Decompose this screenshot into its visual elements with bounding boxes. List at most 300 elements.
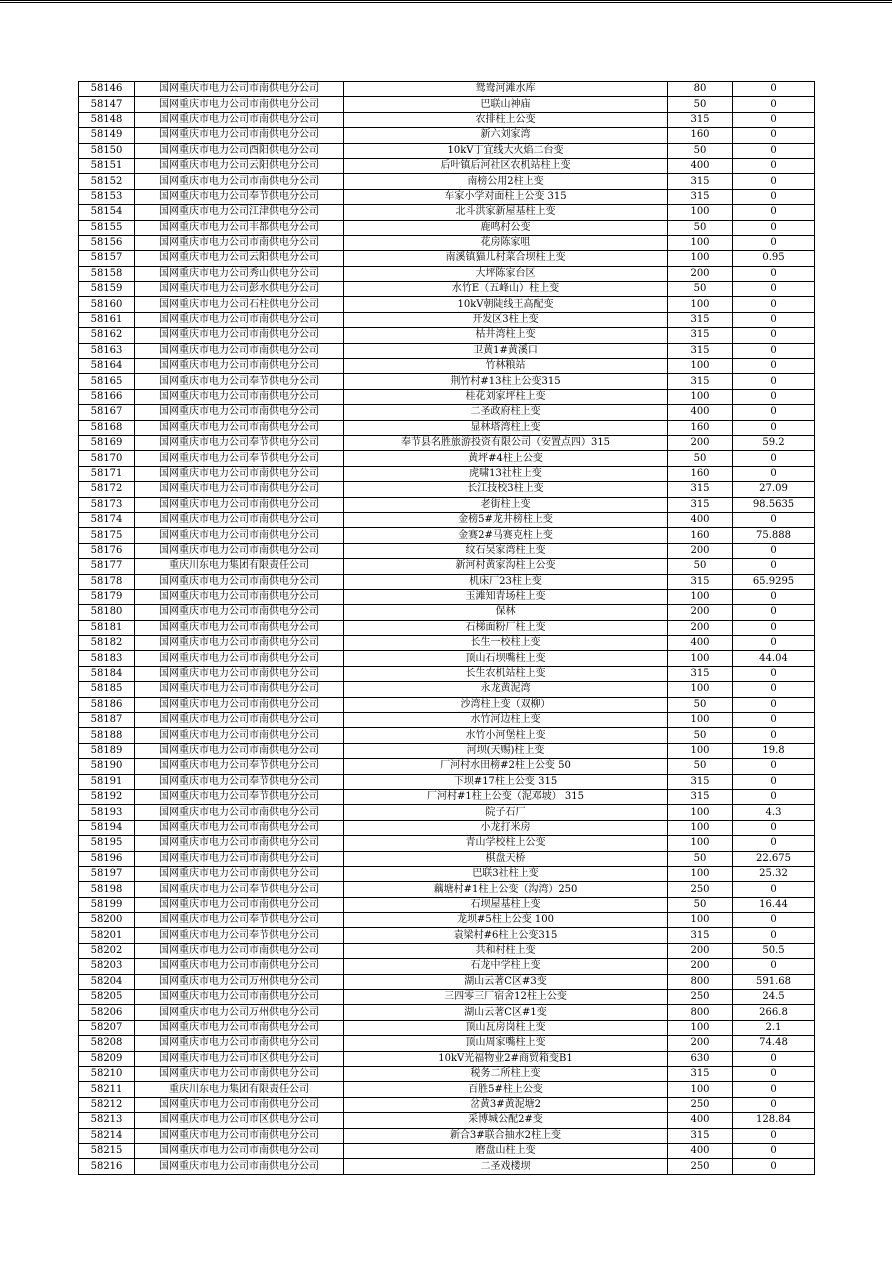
serial-number-cell: 58186 — [79, 697, 135, 712]
company-cell: 国网重庆市电力公司奉节供电分公司 — [135, 789, 344, 804]
serial-number-cell: 58161 — [79, 312, 135, 327]
value-cell: 0 — [733, 636, 815, 651]
value-cell: 0 — [733, 266, 815, 281]
serial-number-cell: 58175 — [79, 528, 135, 543]
company-cell: 国网重庆市电力公司秀山供电分公司 — [135, 266, 344, 281]
table-row — [79, 389, 815, 404]
serial-number-cell: 58196 — [79, 851, 135, 866]
station-name-cell: 三四零三厂宿舍12柱上公变 — [344, 990, 668, 1005]
value-cell: 44.04 — [733, 651, 815, 666]
serial-number-cell: 58164 — [79, 359, 135, 374]
company-cell: 国网重庆市电力公司市南供电分公司 — [135, 328, 344, 343]
serial-number-cell: 58188 — [79, 728, 135, 743]
capacity-cell: 800 — [668, 1005, 733, 1020]
serial-number-cell: 58167 — [79, 405, 135, 420]
station-name-cell: 岔黄3#黄泥塘2 — [344, 1097, 668, 1112]
company-cell: 国网重庆市电力公司奉节供电分公司 — [135, 882, 344, 897]
serial-number-cell: 58180 — [79, 605, 135, 620]
station-name-cell: 农排柱上公变 — [344, 112, 668, 127]
station-name-cell: 开发区3柱上变 — [344, 312, 668, 327]
value-cell: 0 — [733, 697, 815, 712]
table-row — [79, 543, 815, 558]
value-cell: 0 — [733, 405, 815, 420]
company-cell: 重庆川东电力集团有限责任公司 — [135, 1082, 344, 1097]
serial-number-cell: 58172 — [79, 482, 135, 497]
company-cell: 国网重庆市电力公司石柱供电分公司 — [135, 297, 344, 312]
capacity-cell: 250 — [668, 1159, 733, 1174]
station-name-cell: 厂河村#1柱上公变（泥邓坡） 315 — [344, 789, 668, 804]
station-name-cell: 长生一校柱上变 — [344, 636, 668, 651]
company-cell: 国网重庆市电力公司市南供电分公司 — [135, 420, 344, 435]
company-cell: 国网重庆市电力公司市南供电分公司 — [135, 528, 344, 543]
capacity-cell: 315 — [668, 343, 733, 358]
company-cell: 国网重庆市电力公司万州供电分公司 — [135, 974, 344, 989]
company-cell: 国网重庆市电力公司市南供电分公司 — [135, 620, 344, 635]
value-cell: 0 — [733, 820, 815, 835]
value-cell: 0 — [733, 774, 815, 789]
table-row — [79, 482, 815, 497]
company-cell: 国网重庆市电力公司奉节供电分公司 — [135, 928, 344, 943]
capacity-cell: 100 — [668, 235, 733, 250]
company-cell: 国网重庆市电力公司市南供电分公司 — [135, 482, 344, 497]
company-cell: 国网重庆市电力公司市南供电分公司 — [135, 343, 344, 358]
station-name-cell: 卫黄1#黄溪口 — [344, 343, 668, 358]
serial-number-cell: 58146 — [79, 82, 135, 97]
capacity-cell: 100 — [668, 251, 733, 266]
table-row — [79, 789, 815, 804]
station-name-cell: 沙湾柱上变（双柳） — [344, 697, 668, 712]
station-name-cell: 虎啸13社柱上变 — [344, 466, 668, 481]
station-name-cell: 南榜公用2柱上变 — [344, 174, 668, 189]
capacity-cell: 400 — [668, 1143, 733, 1158]
value-cell: 591.68 — [733, 974, 815, 989]
table-row — [79, 1020, 815, 1035]
serial-number-cell: 58157 — [79, 251, 135, 266]
table-row — [79, 713, 815, 728]
station-name-cell: 北斗洪家新屋基柱上变 — [344, 205, 668, 220]
company-cell: 国网重庆市电力公司奉节供电分公司 — [135, 759, 344, 774]
capacity-cell: 50 — [668, 143, 733, 158]
station-name-cell: 顶山石坝嘴柱上变 — [344, 651, 668, 666]
table-row — [79, 128, 815, 143]
company-cell: 国网重庆市电力公司市南供电分公司 — [135, 805, 344, 820]
serial-number-cell: 58184 — [79, 666, 135, 681]
company-cell: 国网重庆市电力公司市南供电分公司 — [135, 112, 344, 127]
serial-number-cell: 58149 — [79, 128, 135, 143]
table-row — [79, 220, 815, 235]
serial-number-cell: 58152 — [79, 174, 135, 189]
station-name-cell: 二圣政府柱上变 — [344, 405, 668, 420]
serial-number-cell: 58178 — [79, 574, 135, 589]
capacity-cell: 50 — [668, 728, 733, 743]
table-row — [79, 589, 815, 604]
table-row — [79, 1005, 815, 1020]
serial-number-cell: 58200 — [79, 913, 135, 928]
value-cell: 0 — [733, 882, 815, 897]
table-row — [79, 620, 815, 635]
station-name-cell: 院子石厂 — [344, 805, 668, 820]
value-cell: 98.5635 — [733, 497, 815, 512]
company-cell: 国网重庆市电力公司市南供电分公司 — [135, 636, 344, 651]
value-cell: 0 — [733, 928, 815, 943]
capacity-cell: 315 — [668, 774, 733, 789]
capacity-cell: 200 — [668, 266, 733, 281]
table-row — [79, 251, 815, 266]
company-cell: 国网重庆市电力公司市南供电分公司 — [135, 1020, 344, 1035]
serial-number-cell: 58182 — [79, 636, 135, 651]
company-cell: 国网重庆市电力公司市南供电分公司 — [135, 512, 344, 527]
table-row — [79, 1036, 815, 1051]
value-cell: 0 — [733, 959, 815, 974]
value-cell: 0 — [733, 620, 815, 635]
capacity-cell: 250 — [668, 1097, 733, 1112]
company-cell: 国网重庆市电力公司万州供电分公司 — [135, 1005, 344, 1020]
capacity-cell: 400 — [668, 636, 733, 651]
company-cell: 国网重庆市电力公司市南供电分公司 — [135, 1159, 344, 1174]
value-cell: 19.8 — [733, 743, 815, 758]
capacity-cell: 400 — [668, 158, 733, 173]
station-name-cell: 金榜5#龙井榜柱上变 — [344, 512, 668, 527]
serial-number-cell: 58192 — [79, 789, 135, 804]
capacity-cell: 100 — [668, 713, 733, 728]
company-cell: 国网重庆市电力公司市南供电分公司 — [135, 466, 344, 481]
value-cell: 0 — [733, 143, 815, 158]
table-row — [79, 605, 815, 620]
station-name-cell: 二圣戏楼坝 — [344, 1159, 668, 1174]
company-cell: 国网重庆市电力公司市南供电分公司 — [135, 943, 344, 958]
serial-number-cell: 58179 — [79, 589, 135, 604]
station-name-cell: 石龙中学柱上变 — [344, 959, 668, 974]
serial-number-cell: 58216 — [79, 1159, 135, 1174]
value-cell: 75.888 — [733, 528, 815, 543]
serial-number-cell: 58207 — [79, 1020, 135, 1035]
station-name-cell: 长生农机站柱上变 — [344, 666, 668, 681]
capacity-cell: 100 — [668, 866, 733, 881]
capacity-cell: 50 — [668, 97, 733, 112]
company-cell: 国网重庆市电力公司市南供电分公司 — [135, 359, 344, 374]
serial-number-cell: 58176 — [79, 543, 135, 558]
capacity-cell: 50 — [668, 451, 733, 466]
station-name-cell: 石梯面粉厂柱上变 — [344, 620, 668, 635]
value-cell: 0 — [733, 682, 815, 697]
table-row — [79, 805, 815, 820]
company-cell: 国网重庆市电力公司奉节供电分公司 — [135, 189, 344, 204]
capacity-cell: 315 — [668, 497, 733, 512]
serial-number-cell: 58195 — [79, 836, 135, 851]
capacity-cell: 50 — [668, 559, 733, 574]
transformer-capacity-table — [78, 81, 815, 1175]
table-body — [79, 82, 815, 1175]
table-row — [79, 636, 815, 651]
capacity-cell: 315 — [668, 928, 733, 943]
serial-number-cell: 58171 — [79, 466, 135, 481]
company-cell: 国网重庆市电力公司市南供电分公司 — [135, 574, 344, 589]
table-row — [79, 1143, 815, 1158]
capacity-cell: 315 — [668, 1067, 733, 1082]
company-cell: 国网重庆市电力公司市南供电分公司 — [135, 990, 344, 1005]
capacity-cell: 50 — [668, 697, 733, 712]
station-name-cell: 顶山瓦房岗柱上变 — [344, 1020, 668, 1035]
capacity-cell: 100 — [668, 651, 733, 666]
serial-number-cell: 58197 — [79, 866, 135, 881]
station-name-cell: 南溪镇猫儿村菜合坝柱上变 — [344, 251, 668, 266]
table-row — [79, 882, 815, 897]
station-name-cell: 顶山周家嘴柱上变 — [344, 1036, 668, 1051]
serial-number-cell: 58199 — [79, 897, 135, 912]
value-cell: 0 — [733, 543, 815, 558]
capacity-cell: 315 — [668, 574, 733, 589]
serial-number-cell: 58185 — [79, 682, 135, 697]
table-row — [79, 312, 815, 327]
table-row — [79, 82, 815, 97]
value-cell: 0 — [733, 1051, 815, 1066]
station-name-cell: 龙坝#5柱上公变 100 — [344, 913, 668, 928]
value-cell: 0 — [733, 312, 815, 327]
value-cell: 0 — [733, 112, 815, 127]
table-row — [79, 1128, 815, 1143]
top-border-line — [0, 0, 892, 1]
station-name-cell: 青山学校柱上公变 — [344, 836, 668, 851]
capacity-cell: 400 — [668, 1113, 733, 1128]
value-cell: 0 — [733, 420, 815, 435]
value-cell: 0 — [733, 789, 815, 804]
table-row — [79, 697, 815, 712]
station-name-cell: 竹林粮站 — [344, 359, 668, 374]
value-cell: 0 — [733, 128, 815, 143]
serial-number-cell: 58194 — [79, 820, 135, 835]
company-cell: 国网重庆市电力公司市南供电分公司 — [135, 174, 344, 189]
table-row — [79, 1067, 815, 1082]
capacity-cell: 100 — [668, 389, 733, 404]
station-name-cell: 棋盘天桥 — [344, 851, 668, 866]
table-row — [79, 359, 815, 374]
table-row — [79, 943, 815, 958]
value-cell: 0 — [733, 174, 815, 189]
serial-number-cell: 58177 — [79, 559, 135, 574]
value-cell: 65.9295 — [733, 574, 815, 589]
company-cell: 国网重庆市电力公司市南供电分公司 — [135, 897, 344, 912]
company-cell: 国网重庆市电力公司奉节供电分公司 — [135, 774, 344, 789]
capacity-cell: 50 — [668, 759, 733, 774]
capacity-cell: 100 — [668, 589, 733, 604]
table-row — [79, 651, 815, 666]
serial-number-cell: 58151 — [79, 158, 135, 173]
value-cell: 0 — [733, 374, 815, 389]
serial-number-cell: 58215 — [79, 1143, 135, 1158]
table-row — [79, 1082, 815, 1097]
capacity-cell: 200 — [668, 620, 733, 635]
station-name-cell: 机床厂23柱上变 — [344, 574, 668, 589]
company-cell: 国网重庆市电力公司市南供电分公司 — [135, 820, 344, 835]
table-row — [79, 866, 815, 881]
company-cell: 国网重庆市电力公司江津供电分公司 — [135, 205, 344, 220]
serial-number-cell: 58198 — [79, 882, 135, 897]
serial-number-cell: 58201 — [79, 928, 135, 943]
table-row — [79, 205, 815, 220]
station-name-cell: 鸳鸯河滩水库 — [344, 82, 668, 97]
table-row — [79, 266, 815, 281]
value-cell: 59.2 — [733, 435, 815, 450]
table-row — [79, 1097, 815, 1112]
capacity-cell: 100 — [668, 743, 733, 758]
table-row — [79, 158, 815, 173]
capacity-cell: 50 — [668, 220, 733, 235]
serial-number-cell: 58148 — [79, 112, 135, 127]
company-cell: 国网重庆市电力公司市南供电分公司 — [135, 666, 344, 681]
capacity-cell: 315 — [668, 189, 733, 204]
value-cell: 74.48 — [733, 1036, 815, 1051]
station-name-cell: 新河村黄家沟柱上公变 — [344, 559, 668, 574]
value-cell: 0 — [733, 1067, 815, 1082]
station-name-cell: 水竹河边柱上变 — [344, 713, 668, 728]
value-cell: 0 — [733, 1143, 815, 1158]
station-name-cell: 税务二所柱上变 — [344, 1067, 668, 1082]
capacity-cell: 50 — [668, 851, 733, 866]
capacity-cell: 200 — [668, 605, 733, 620]
station-name-cell: 显林塔湾柱上变 — [344, 420, 668, 435]
station-name-cell: 湖山云著C区#3变 — [344, 974, 668, 989]
serial-number-cell: 58211 — [79, 1082, 135, 1097]
capacity-cell: 100 — [668, 205, 733, 220]
serial-number-cell: 58163 — [79, 343, 135, 358]
value-cell: 0 — [733, 328, 815, 343]
table-row — [79, 343, 815, 358]
company-cell: 国网重庆市电力公司市南供电分公司 — [135, 543, 344, 558]
table-row — [79, 512, 815, 527]
table-row — [79, 559, 815, 574]
serial-number-cell: 58154 — [79, 205, 135, 220]
serial-number-cell: 58162 — [79, 328, 135, 343]
serial-number-cell: 58190 — [79, 759, 135, 774]
table-row — [79, 928, 815, 943]
company-cell: 国网重庆市电力公司市南供电分公司 — [135, 97, 344, 112]
serial-number-cell: 58168 — [79, 420, 135, 435]
station-name-cell: 小龙打米房 — [344, 820, 668, 835]
value-cell: 22.675 — [733, 851, 815, 866]
station-name-cell: 共和村柱上变 — [344, 943, 668, 958]
company-cell: 国网重庆市电力公司市南供电分公司 — [135, 605, 344, 620]
company-cell: 国网重庆市电力公司丰都供电分公司 — [135, 220, 344, 235]
company-cell: 国网重庆市电力公司市南供电分公司 — [135, 1143, 344, 1158]
value-cell: 0 — [733, 666, 815, 681]
value-cell: 0 — [733, 913, 815, 928]
capacity-cell: 400 — [668, 405, 733, 420]
serial-number-cell: 58214 — [79, 1128, 135, 1143]
table-row — [79, 851, 815, 866]
value-cell: 0 — [733, 728, 815, 743]
station-name-cell: 鹿鸣村公变 — [344, 220, 668, 235]
station-name-cell: 藕塘村#1柱上公变（沟湾）250 — [344, 882, 668, 897]
company-cell: 国网重庆市电力公司市南供电分公司 — [135, 866, 344, 881]
capacity-cell: 100 — [668, 805, 733, 820]
value-cell: 0 — [733, 297, 815, 312]
company-cell: 国网重庆市电力公司市南供电分公司 — [135, 728, 344, 743]
table-row — [79, 1113, 815, 1128]
company-cell: 国网重庆市电力公司市南供电分公司 — [135, 743, 344, 758]
serial-number-cell: 58173 — [79, 497, 135, 512]
company-cell: 国网重庆市电力公司市南供电分公司 — [135, 697, 344, 712]
company-cell: 国网重庆市电力公司市南供电分公司 — [135, 1097, 344, 1112]
table-row — [79, 682, 815, 697]
value-cell: 0 — [733, 713, 815, 728]
table-row — [79, 174, 815, 189]
table-row — [79, 420, 815, 435]
table-row — [79, 728, 815, 743]
table-row — [79, 836, 815, 851]
company-cell: 国网重庆市电力公司市南供电分公司 — [135, 82, 344, 97]
table-row — [79, 528, 815, 543]
station-name-cell: 大坪陈家台区 — [344, 266, 668, 281]
station-name-cell: 新六刘家湾 — [344, 128, 668, 143]
table-row — [79, 235, 815, 250]
company-cell: 国网重庆市电力公司市南供电分公司 — [135, 851, 344, 866]
value-cell: 0 — [733, 451, 815, 466]
serial-number-cell: 58206 — [79, 1005, 135, 1020]
serial-number-cell: 58189 — [79, 743, 135, 758]
serial-number-cell: 58204 — [79, 974, 135, 989]
table-row — [79, 1159, 815, 1174]
company-cell: 国网重庆市电力公司奉节供电分公司 — [135, 374, 344, 389]
serial-number-cell: 58203 — [79, 959, 135, 974]
station-name-cell: 巴联山神庙 — [344, 97, 668, 112]
table-row — [79, 574, 815, 589]
company-cell: 国网重庆市电力公司奉节供电分公司 — [135, 913, 344, 928]
company-cell: 国网重庆市电力公司市南供电分公司 — [135, 235, 344, 250]
value-cell: 0 — [733, 235, 815, 250]
serial-number-cell: 58155 — [79, 220, 135, 235]
capacity-cell: 160 — [668, 128, 733, 143]
company-cell: 国网重庆市电力公司云阳供电分公司 — [135, 158, 344, 173]
capacity-cell: 315 — [668, 666, 733, 681]
value-cell: 4.3 — [733, 805, 815, 820]
company-cell: 国网重庆市电力公司市南供电分公司 — [135, 682, 344, 697]
company-cell: 国网重庆市电力公司市南供电分公司 — [135, 651, 344, 666]
serial-number-cell: 58212 — [79, 1097, 135, 1112]
capacity-cell: 100 — [668, 359, 733, 374]
station-name-cell: 荆竹村#13柱上公变315 — [344, 374, 668, 389]
company-cell: 国网重庆市电力公司市南供电分公司 — [135, 389, 344, 404]
serial-number-cell: 58156 — [79, 235, 135, 250]
table-row — [79, 112, 815, 127]
serial-number-cell: 58159 — [79, 282, 135, 297]
value-cell: 0 — [733, 82, 815, 97]
value-cell: 0 — [733, 158, 815, 173]
company-cell: 国网重庆市电力公司奉节供电分公司 — [135, 451, 344, 466]
table-row — [79, 374, 815, 389]
value-cell: 0 — [733, 205, 815, 220]
value-cell: 0 — [733, 836, 815, 851]
company-cell: 国网重庆市电力公司市南供电分公司 — [135, 713, 344, 728]
capacity-cell: 160 — [668, 466, 733, 481]
station-name-cell: 湖山云著C区#1变 — [344, 1005, 668, 1020]
table-row — [79, 143, 815, 158]
station-name-cell: 百胜5#柱上公变 — [344, 1082, 668, 1097]
station-name-cell: 下坝#17柱上公变 315 — [344, 774, 668, 789]
value-cell: 128.84 — [733, 1113, 815, 1128]
capacity-cell: 100 — [668, 682, 733, 697]
table-row — [79, 435, 815, 450]
value-cell: 27.09 — [733, 482, 815, 497]
value-cell: 0 — [733, 389, 815, 404]
table-row — [79, 913, 815, 928]
value-cell: 0.95 — [733, 251, 815, 266]
capacity-cell: 200 — [668, 943, 733, 958]
serial-number-cell: 58153 — [79, 189, 135, 204]
capacity-cell: 250 — [668, 882, 733, 897]
serial-number-cell: 58193 — [79, 805, 135, 820]
table-row — [79, 282, 815, 297]
serial-number-cell: 58205 — [79, 990, 135, 1005]
